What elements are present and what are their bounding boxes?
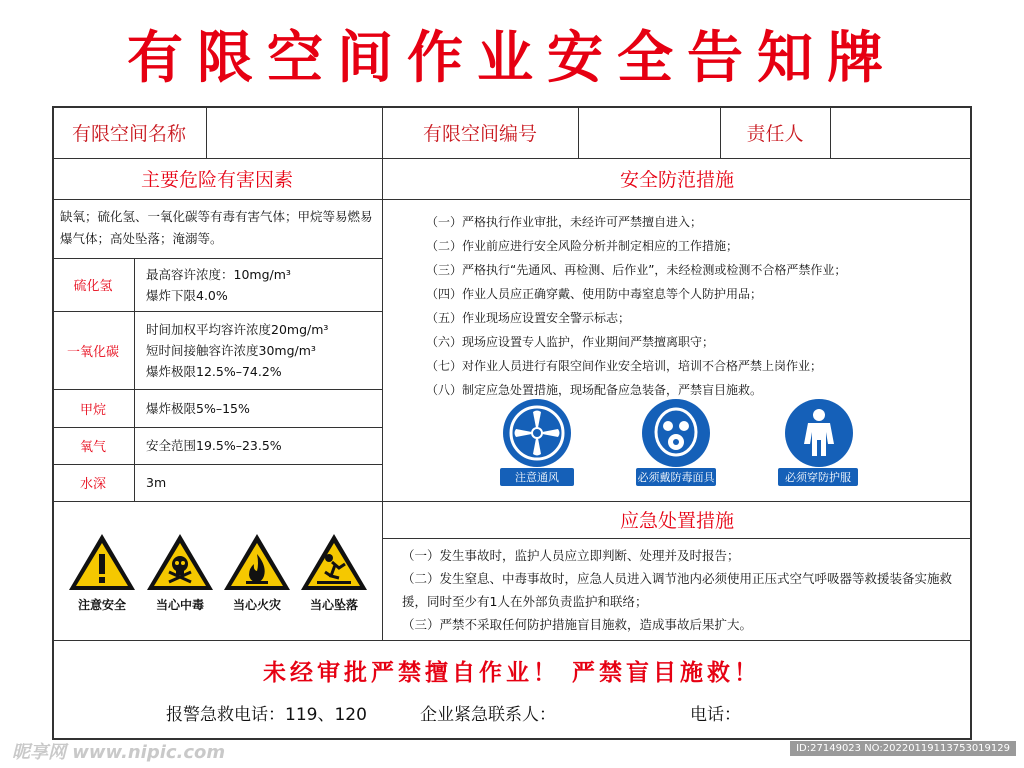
poison-warning-icon [145, 532, 215, 592]
list-item: （六）现场应设置专人监护，作业期间严禁擅离职守； [426, 335, 715, 349]
warning-slogan: 未经审批严禁擅自作业！ 严禁盲目施救！ [262, 660, 761, 686]
hazard-value-line: 最高容许浓度：10mg/m³ [146, 266, 291, 282]
list-item: （一）严格执行作业审批，未经许可严禁擅自进入； [426, 215, 703, 229]
warning-label: 注意安全 [77, 598, 126, 612]
divider [52, 640, 972, 641]
sign-label: 注意通风 [500, 468, 574, 486]
hazard-values [146, 258, 376, 311]
hazard-values [146, 464, 376, 501]
emergency-heading: 应急处置措施 [619, 510, 734, 532]
list-item: （七）对作业人员进行有限空间作业安全培训，培训不合格严禁上岗作业； [426, 359, 823, 373]
responsible-person-label: 责任人 [746, 122, 804, 145]
watermark-id: ID:27149023 NO:20220119113753019129 [790, 741, 1016, 756]
sign-label: 必须戴防毒面具 [636, 468, 716, 486]
list-item: （五）作业现场应设置安全警示标志； [426, 311, 631, 325]
exclamation-warning-icon [67, 532, 137, 592]
gas-mask-icon [641, 398, 711, 468]
hazard-values [146, 311, 376, 389]
page-title: 有限空间作业安全告知牌 [127, 26, 897, 91]
list-item: （三）严格执行“先通风、再检测、后作业”，未经检测或检测不合格严禁作业； [426, 263, 847, 277]
sign-label: 必须穿防护服 [778, 468, 858, 486]
protective-suit-icon [784, 398, 854, 468]
space-number-label: 有限空间编号 [422, 122, 537, 145]
alarm-phone: 报警急救电话：119、120 [166, 705, 367, 725]
list-item: （八）制定应急处置措施，现场配备应急装备，严禁盲目施救。 [426, 383, 763, 397]
watermark-site: 昵享网 www.nipic.com [12, 742, 226, 763]
divider [830, 106, 831, 158]
hazard-name: 水深 [79, 477, 106, 492]
list-item: （二）发生窒息、中毒事故时，应急人员进入调节池内必须使用正压式空气呼吸器等救援装备实施救援，同时至少有1人在外部负责监护和联络； [402, 571, 953, 609]
hazard-name: 一氧化碳 [66, 344, 119, 360]
warning-label: 当心坠落 [309, 598, 358, 612]
measures-heading: 安全防范措施 [619, 169, 734, 191]
hazard-values [146, 427, 376, 464]
divider [52, 199, 972, 200]
warning-label: 当心中毒 [155, 598, 204, 612]
divider [206, 106, 207, 158]
hazard-value-line: 安全范围19.5%–23.5% [146, 438, 282, 453]
hazard-value-line: 短时间接触容许浓度30mg/m³ [146, 342, 316, 358]
hazard-name: 硫化氢 [73, 279, 113, 294]
emergency-contact-label: 企业紧急联系人： [420, 705, 556, 725]
list-item: （三）严禁不采取任何防护措施盲目施救，造成事故后果扩大。 [402, 617, 753, 632]
hazard-value-line: 时间加权平均容许浓度20mg/m³ [146, 321, 329, 337]
space-name-label: 有限空间名称 [71, 122, 186, 145]
divider [382, 538, 972, 539]
divider [578, 106, 579, 158]
hazard-value-line: 3m [146, 475, 167, 490]
hazard-value-line: 爆炸极限12.5%–74.2% [146, 363, 282, 379]
hazards-heading: 主要危险有害因素 [140, 169, 293, 191]
hazard-name: 氧气 [79, 440, 106, 455]
hazard-name: 甲烷 [79, 402, 106, 418]
ventilation-icon [502, 398, 572, 468]
divider [134, 258, 135, 501]
hazard-values [146, 389, 376, 427]
warning-label: 当心火灾 [232, 598, 281, 612]
emergency-list [402, 544, 962, 636]
list-item: （二）作业前应进行安全风险分析并制定相应的工作措施； [426, 239, 739, 253]
fall-warning-icon [299, 532, 369, 592]
hazard-value-line: 爆炸下限4.0% [146, 287, 228, 303]
phone-label: 电话： [690, 705, 741, 725]
hazard-summary: 缺氧；硫化氢、一氧化碳等有毒有害气体；甲烷等易燃易爆气体；高处坠落；淹溺等。 [60, 209, 373, 246]
fire-warning-icon [222, 532, 292, 592]
list-item: （四）作业人员应正确穿戴、使用防中毒窒息等个人防护用品； [426, 287, 763, 301]
hazard-value-line: 爆炸极限5%–15% [146, 400, 250, 416]
list-item: （一）发生事故时，监护人员应立即判断、处理并及时报告； [402, 548, 740, 563]
measures-list [426, 210, 946, 402]
